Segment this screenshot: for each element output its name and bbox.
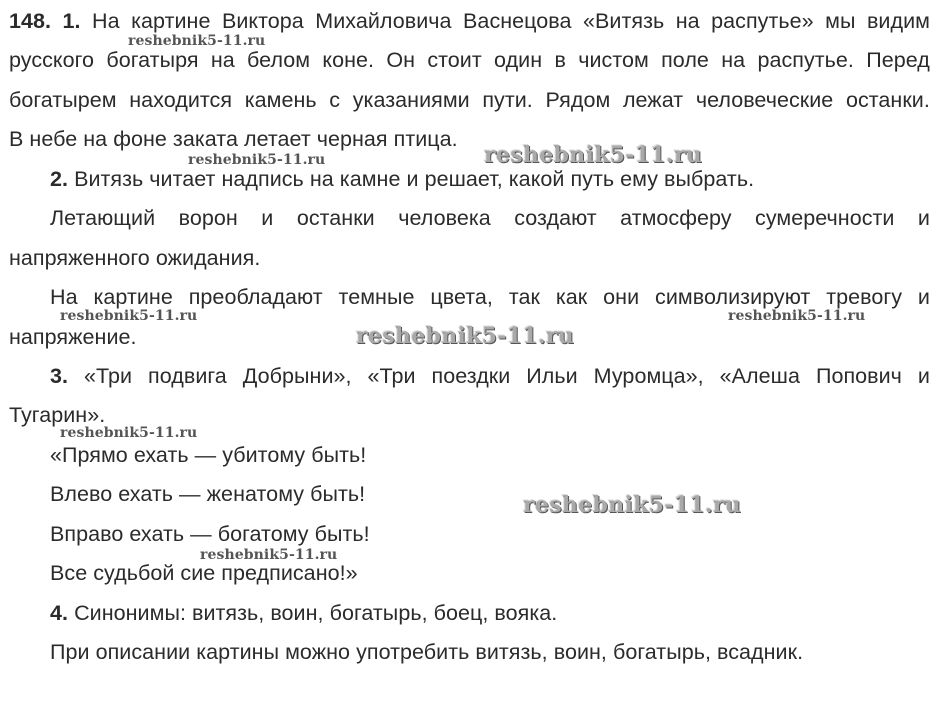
- item-1-line-3: богатырем находится камень с указаниями пути. Рядом лежат человеческие останки.: [9, 88, 930, 112]
- item-4-number: 4.: [50, 601, 69, 625]
- item-3-line-2: Тугарин».: [9, 403, 106, 427]
- watermark-small: reshebnik5-11.ru: [60, 308, 198, 324]
- item-1-line-2: русского богатыря на белом коне. Он стоит один в чистом поле на распутье. Перед: [9, 48, 930, 72]
- item-2-para-2-line-2: напряжение.: [9, 325, 137, 349]
- item-1-line-4: В небе на фоне заката летает черная птица.: [9, 127, 458, 151]
- item-4-para-line-1: При описании картины можно употребить витязь, воин, богатырь, всадник.: [50, 640, 804, 664]
- item-2-para-1-line-1: Летающий ворон и останки человека создают атмосферу сумеречности и: [50, 206, 930, 230]
- inscription-line-2: Влево ехать — женатому быть!: [50, 482, 366, 506]
- item-1-line-1: 148. 1. На картине Виктора Михайловича Васнецова «Витязь на распутье» мы видим: [9, 6, 930, 36]
- watermark-small: reshebnik5-11.ru: [728, 308, 866, 324]
- watermark-large: reshebnik5-11.ru: [484, 142, 703, 168]
- item-2-para-1-line-2: напряженного ожидания.: [9, 246, 261, 270]
- item-3-line-1: 3. «Три подвига Добрыни», «Три поездки Ильи Муромца», «Алеша Попович и: [50, 361, 930, 391]
- watermark-small: reshebnik5-11.ru: [200, 547, 338, 563]
- item-1-number: 1.: [62, 9, 81, 33]
- watermark-small: reshebnik5-11.ru: [128, 33, 266, 49]
- item-4-line-1: 4. Синонимы: витязь, воин, богатырь, боец, вояка.: [50, 601, 558, 625]
- item-3-number: 3.: [50, 364, 69, 388]
- item-2-para-2-line-1: На картине преобладают темные цвета, так как они символизируют тревогу и: [50, 285, 930, 309]
- item-2-number: 2.: [50, 167, 69, 191]
- watermark-small: reshebnik5-11.ru: [60, 425, 198, 441]
- watermark-small: reshebnik5-11.ru: [188, 152, 326, 168]
- item-2-line-1: 2. Витязь читает надпись на камне и решает, какой путь ему выбрать.: [50, 167, 755, 191]
- inscription-line-4: Все судьбой сие предписано!»: [50, 561, 358, 585]
- watermark-large: reshebnik5-11.ru: [523, 492, 742, 518]
- inscription-line-3: Вправо ехать — богатому быть!: [50, 522, 370, 546]
- inscription-line-1: «Прямо ехать — убитому быть!: [50, 443, 367, 467]
- task-number: 148.: [9, 9, 52, 33]
- watermark-large: reshebnik5-11.ru: [356, 323, 575, 349]
